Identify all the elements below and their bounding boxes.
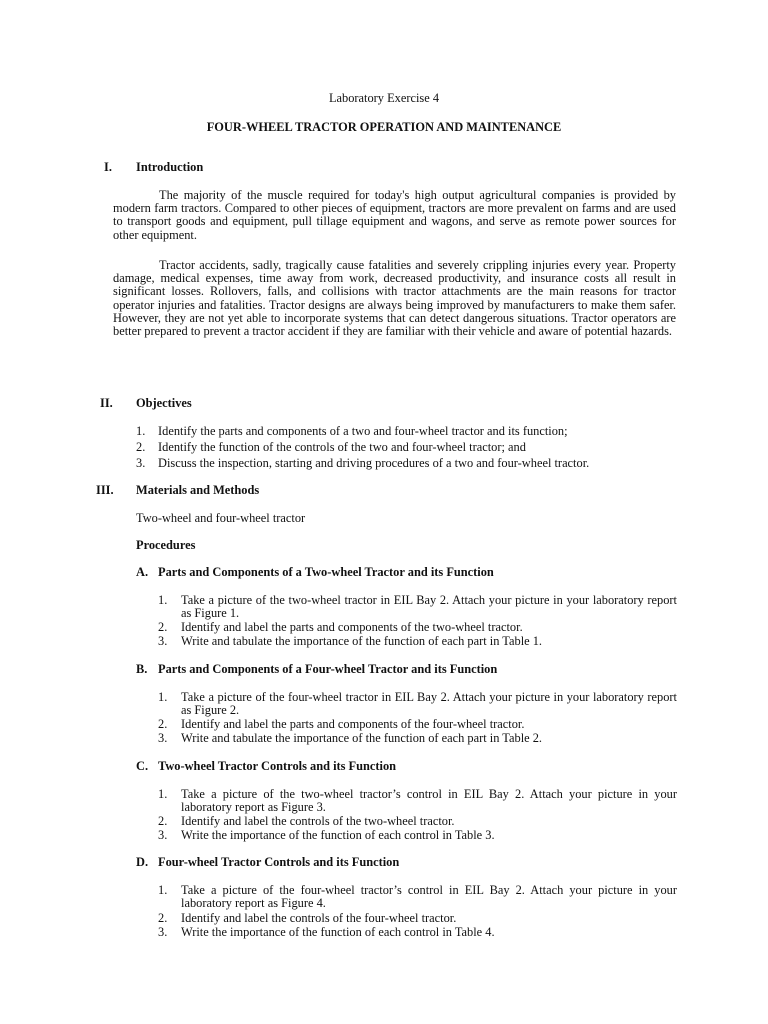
step-number: 1.	[158, 690, 168, 704]
document-title: FOUR-WHEEL TRACTOR OPERATION AND MAINTENANCE	[206, 120, 562, 134]
procedure-heading: Parts and Components of a Two-wheel Tractor and its Function	[158, 565, 494, 579]
objective-text: Identify the parts and components of a two and four-wheel tractor and its function;	[158, 424, 568, 438]
procedure-heading: Four-wheel Tractor Controls and its Function	[158, 855, 400, 869]
step-text: Identify and label the parts and components of the four-wheel tractor.	[181, 717, 525, 731]
section-heading-materials-methods: Materials and Methods	[136, 483, 260, 497]
section-numeral-1: I.	[104, 160, 112, 174]
section-numeral-2: II.	[100, 396, 113, 410]
step-text: Write the importance of the function of each control in Table 3.	[181, 828, 495, 842]
procedure-letter: A.	[136, 565, 149, 579]
step-number: 1.	[158, 787, 168, 801]
step-number: 2.	[158, 911, 168, 925]
objective-number: 1.	[136, 424, 146, 438]
procedure-heading: Two-wheel Tractor Controls and its Function	[158, 759, 397, 773]
section-numeral-3: III.	[96, 483, 114, 497]
step-number: 3.	[158, 828, 168, 842]
step-number: 1.	[158, 593, 168, 607]
step-text: Write and tabulate the importance of the function of each part in Table 2.	[181, 731, 543, 745]
step-text: Identify and label the controls of the two-wheel tractor.	[181, 814, 455, 828]
step-number: 2.	[158, 717, 168, 731]
step-number: 2.	[158, 620, 168, 634]
section-heading-introduction: Introduction	[136, 160, 204, 174]
objective-number: 2.	[136, 440, 146, 454]
step-text: Identify and label the parts and components of the two-wheel tractor.	[181, 620, 523, 634]
procedure-letter: C.	[136, 759, 149, 773]
objective-text: Discuss the inspection, starting and driving procedures of a two and four-wheel tractor.	[158, 456, 590, 470]
step-text: Identify and label the controls of the four-wheel tractor.	[181, 911, 457, 925]
step-text: Write and tabulate the importance of the function of each part in Table 1.	[181, 634, 543, 648]
step-number: 3.	[158, 634, 168, 648]
step-number: 2.	[158, 814, 168, 828]
intro-paragraph-2: Tractor accidents, sadly, tragically cause fatalities and severely crippling injuries every year. Property damage, medical expenses, time away from work, decreased productivity, and insurance costs all result in significant losses. Rollovers, falls, and collisions with tractor attachments are the main reasons for tractor operator injuries and fatalities. Tractor designs are always being improved by manufacturers to make them safer. However, they are not yet able to incorporate systems that can detect dangerous situations. Tractor operators are better prepared to prevent a tractor accident if they are familiar with their vehicle and aware of potential hazards.	[113, 258, 676, 339]
step-text: Take a picture of the two-wheel tractor’s control in EIL Bay 2. Attach your picture in your laboratory report as Figure 3.	[181, 787, 677, 815]
intro-paragraph-1: The majority of the muscle required for today's high output agricultural companies is provided by modern farm tractors. Compared to other pieces of equipment, tractors are more prevalent on farms and are used to transport goods and equipment, pull tillage equipment and wagons, and serve as remote power sources for other equipment.	[113, 188, 676, 242]
procedure-letter: B.	[136, 662, 148, 676]
section-heading-objectives: Objectives	[136, 396, 192, 410]
procedure-heading: Parts and Components of a Four-wheel Tractor and its Function	[158, 662, 498, 676]
objective-text: Identify the function of the controls of the two and four-wheel tractor; and	[158, 440, 526, 454]
lab-exercise-label: Laboratory Exercise 4	[328, 91, 440, 105]
step-text: Take a picture of the four-wheel tractor’s control in EIL Bay 2. Attach your picture in your laboratory report as Figure 4.	[181, 883, 677, 911]
step-text: Take a picture of the two-wheel tractor in EIL Bay 2. Attach your picture in your laboratory report as Figure 1.	[181, 593, 677, 621]
step-number: 3.	[158, 925, 168, 939]
objective-number: 3.	[136, 456, 146, 470]
procedures-heading: Procedures	[136, 538, 196, 552]
step-text: Write the importance of the function of each control in Table 4.	[181, 925, 495, 939]
procedure-letter: D.	[136, 855, 149, 869]
step-number: 1.	[158, 883, 168, 897]
step-number: 3.	[158, 731, 168, 745]
step-text: Take a picture of the four-wheel tractor in EIL Bay 2. Attach your picture in your laboratory report as Figure 2.	[181, 690, 677, 718]
materials-text: Two-wheel and four-wheel tractor	[136, 511, 306, 525]
